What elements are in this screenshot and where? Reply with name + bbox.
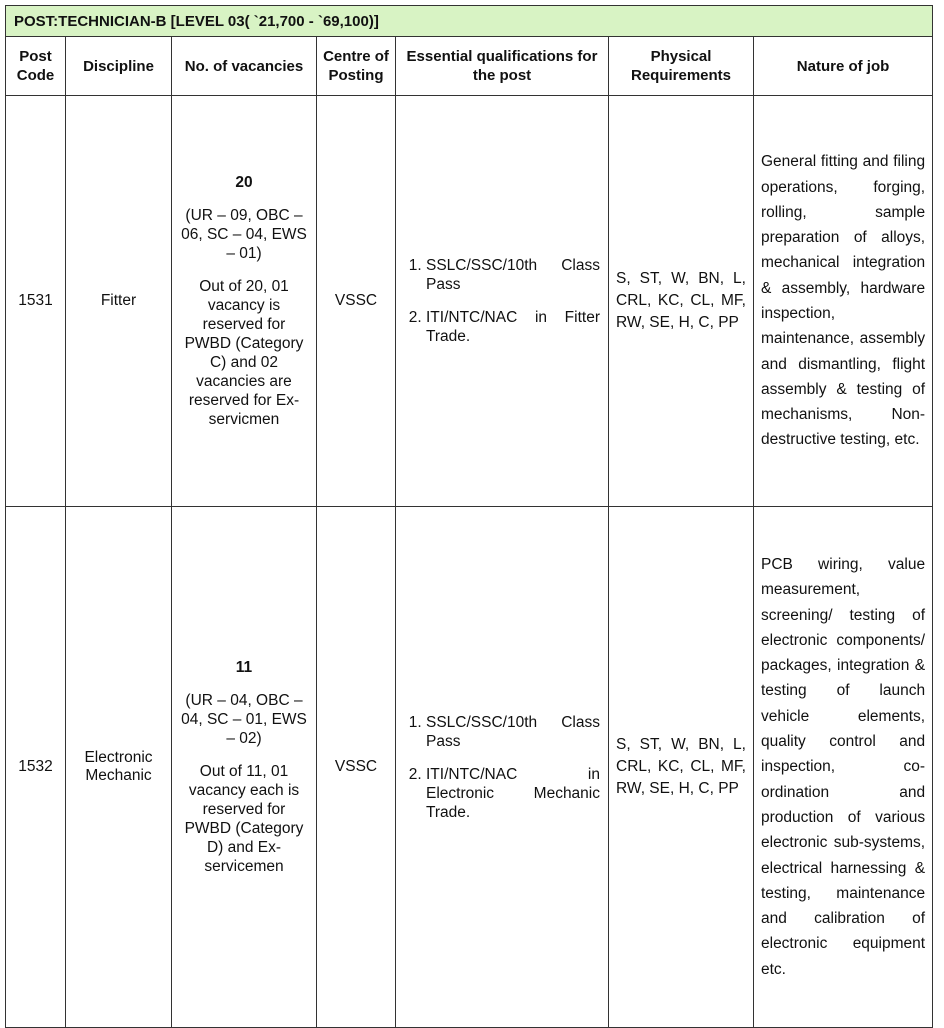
header-centre: Centre of Posting [317, 37, 396, 96]
header-post-code: Post Code [6, 37, 66, 96]
qualification-item: 1. SSLC/SSC/10th Class Pass [426, 713, 600, 751]
qualification-item: 1. SSLC/SSC/10th Class Pass [426, 256, 600, 294]
vacancies-cell [172, 507, 317, 1028]
vacancy-count: 20 [235, 174, 253, 191]
qualification-item: 2. ITI/NTC/NAC in Fitter Trade. [426, 308, 600, 346]
physical-cell: S, ST, W, BN, L, CRL, KC, CL, MF, RW, SE, H, C, PP [609, 96, 754, 507]
vacancy-table [5, 5, 933, 1028]
header-discipline: Discipline [66, 37, 172, 96]
header-vacancies: No. of vacancies [172, 37, 317, 96]
nature-cell: General fitting and filing operations, forging, rolling, sample preparation of alloys, mechanical integration & assembly, hardware inspection, maintenance, assembly and dismantling, flight assembly & testing of mechanisms, Non-destructive testing, etc. [754, 96, 933, 507]
physical-cell: S, ST, W, BN, L, CRL, KC, CL, MF, RW, SE, H, C, PP [609, 507, 754, 1028]
post-banner: POST:TECHNICIAN-B [LEVEL 03( `21,700 - `69,100)] [6, 6, 933, 37]
qualifications-cell [396, 96, 609, 507]
header-qualifications: Essential qualifications for the post [396, 37, 609, 96]
vacancy-breakup: (UR – 04, OBC – 04, SC – 01, EWS – 02) [181, 692, 307, 747]
header-nature: Nature of job [754, 37, 933, 96]
nature-cell: PCB wiring, value measurement, screening/ testing of electronic components/ packages, integration & testing of launch vehicle elements, quality control and inspection, co-ordination and production of various electronic sub-systems, electrical harnessing & testing, maintenance and calibration of electronic equipment etc. [754, 507, 933, 1028]
vacancy-count: 11 [235, 659, 253, 676]
discipline-cell: Electronic Mechanic [66, 507, 172, 1028]
qualification-item: 2. ITI/NTC/NAC in Electronic Mechanic Trade. [426, 765, 600, 822]
post-code-cell: 1531 [6, 96, 66, 507]
discipline-cell: Fitter [66, 96, 172, 507]
centre-cell: VSSC [317, 96, 396, 507]
vacancy-breakup: (UR – 09, OBC – 06, SC – 04, EWS – 01) [181, 207, 307, 262]
header-physical: Physical Requirements [609, 37, 754, 96]
table-row [6, 96, 933, 507]
centre-cell: VSSC [317, 507, 396, 1028]
vacancy-note: Out of 20, 01 vacancy is reserved for PWBD (Category C) and 02 vacancies are reserved for Ex-servicmen [184, 278, 304, 428]
vacancy-note: Out of 11, 01 vacancy each is reserved for PWBD (Category D) and Ex-servicemen [184, 763, 304, 875]
vacancies-cell [172, 96, 317, 507]
table-row [6, 507, 933, 1028]
qualifications-cell [396, 507, 609, 1028]
post-code-cell: 1532 [6, 507, 66, 1028]
